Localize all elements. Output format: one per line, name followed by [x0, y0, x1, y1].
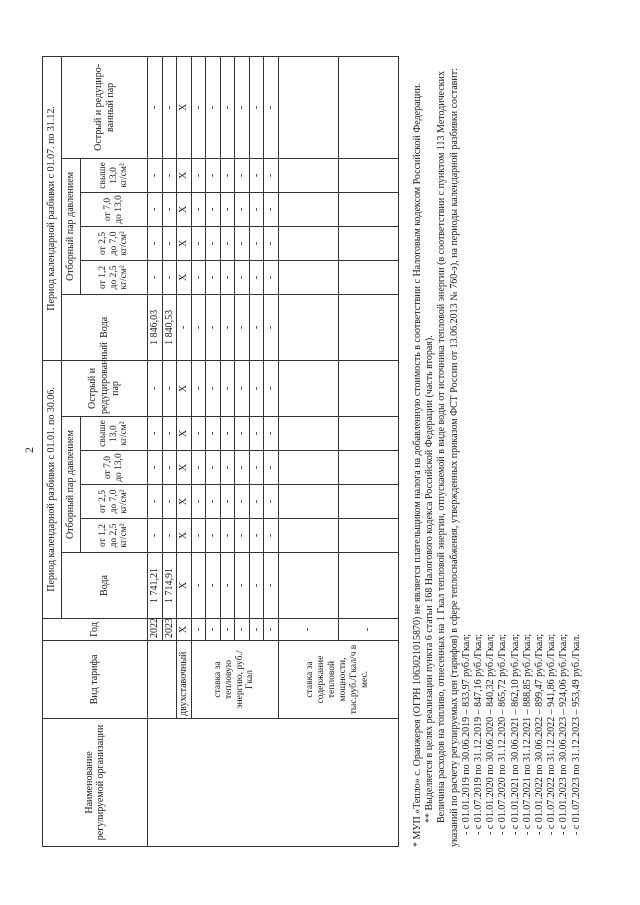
- table-cell: -: [206, 56, 221, 158]
- table-cell: -: [220, 553, 235, 619]
- energy-rate-label: ставка за тепловую энергию, руб./Гкал: [191, 641, 278, 719]
- table-cell: -: [162, 360, 177, 416]
- table-cell: -: [220, 294, 235, 360]
- table-cell: [338, 226, 398, 260]
- table-cell: X: [177, 485, 192, 519]
- table-cell: [338, 519, 398, 553]
- table-cell: -: [148, 519, 163, 553]
- table-cell: [338, 56, 398, 158]
- table-cell: -: [206, 294, 221, 360]
- table-cell: -: [191, 294, 206, 360]
- table-cell: -: [206, 553, 221, 619]
- table-cell: -: [249, 360, 264, 416]
- steam-pressure-header-1: Отборный пар давлением: [62, 417, 81, 553]
- table-cell: X: [177, 56, 192, 158]
- table-cell: -: [220, 360, 235, 416]
- table-cell: -: [264, 451, 279, 485]
- period2-header: Период календарной разбивки с 01.07. по 31.12.: [43, 56, 62, 360]
- table-cell: -: [206, 158, 221, 192]
- table-cell: [338, 260, 398, 294]
- steam-sub-1d: свыше 13,0 кг/см²: [81, 417, 148, 451]
- table-cell: [278, 519, 338, 553]
- table-cell: -: [206, 260, 221, 294]
- table-cell: -: [220, 260, 235, 294]
- org-cell: [148, 719, 399, 847]
- table-cell: -: [206, 519, 221, 553]
- table-cell: X: [177, 417, 192, 451]
- table-cell: -: [264, 260, 279, 294]
- table-cell: -: [148, 417, 163, 451]
- table-cell: -: [220, 451, 235, 485]
- table-cell: [338, 294, 398, 360]
- table-cell: -: [264, 619, 279, 641]
- table-cell: -: [235, 56, 250, 158]
- table-cell: [278, 158, 338, 192]
- table-cell: -: [235, 417, 250, 451]
- table-cell: [278, 260, 338, 294]
- sharp-steam-header-1: Острый и редуцированный пар: [62, 360, 148, 416]
- list-item: - с 01.07.2023 по 31.12.2023 – 953,49 руб./Гкал.: [570, 634, 582, 835]
- list-item: - с 01.07.2020 по 31.12.2020 – 865,72 руб./Гкал;: [497, 633, 509, 835]
- table-cell: -: [235, 260, 250, 294]
- table-cell: [338, 485, 398, 519]
- capacity-year-2: -: [338, 619, 398, 641]
- tariff-table: [42, 56, 399, 847]
- table-cell: -: [220, 485, 235, 519]
- tariff-type-header: Вид тарифа: [43, 641, 148, 719]
- table-cell: -: [220, 192, 235, 226]
- list-item: - с 01.01.2020 по 30.06.2020 – 840,32 руб./Гкал;: [485, 633, 497, 835]
- tariff-cell-blank: [148, 641, 177, 719]
- steam-sub-2d: свыше 13,0 кг/см²: [81, 158, 148, 192]
- table-cell: -: [220, 158, 235, 192]
- table-cell: [338, 417, 398, 451]
- table-cell: -: [235, 553, 250, 619]
- table-cell: -: [162, 192, 177, 226]
- table-cell: -: [235, 226, 250, 260]
- table-cell: -: [264, 519, 279, 553]
- table-cell: -: [235, 294, 250, 360]
- org-header: Наименование регулируемой организации: [43, 719, 148, 847]
- table-cell: -: [264, 56, 279, 158]
- steam-sub-2c: от 7,0 до 13,0: [81, 192, 148, 226]
- table-cell: -: [162, 417, 177, 451]
- table-cell: -: [249, 294, 264, 360]
- table-cell: -: [191, 619, 206, 641]
- table-cell: -: [264, 158, 279, 192]
- table-cell: 1 714,91: [162, 553, 177, 619]
- table-cell: -: [235, 158, 250, 192]
- table-cell: -: [235, 485, 250, 519]
- table-cell: -: [249, 192, 264, 226]
- table-cell: -: [162, 519, 177, 553]
- sharp-steam-header-2: Острый и редуциро-ванный пар: [62, 56, 148, 158]
- table-cell: 2023: [162, 619, 177, 641]
- table-cell: -: [148, 451, 163, 485]
- year-header: Год: [43, 619, 148, 641]
- period1-header: Период календарной разбивки с 01.01. по 30.06.: [43, 360, 62, 618]
- table-cell: -: [249, 619, 264, 641]
- list-item: - с 01.01.2023 по 30.06.2023 – 924,06 руб./Гкал;: [558, 633, 570, 835]
- table-cell: -: [162, 56, 177, 158]
- table-cell: -: [264, 294, 279, 360]
- table-cell: -: [249, 158, 264, 192]
- footnote-2: ** Выделяется в целях реализации пункта 6 статьи 168 Налогового кодекса Российской Федерации (часть вторая).: [424, 335, 436, 823]
- table-cell: -: [148, 158, 163, 192]
- table-cell: -: [264, 226, 279, 260]
- table-cell: -: [235, 192, 250, 226]
- table-cell: -: [264, 553, 279, 619]
- table-cell: -: [235, 519, 250, 553]
- table-cell: -: [191, 158, 206, 192]
- table-cell: -: [206, 619, 221, 641]
- table-cell: -: [191, 417, 206, 451]
- table-cell: -: [249, 485, 264, 519]
- table-cell: 1 741,21: [148, 553, 163, 619]
- table-cell: X: [177, 519, 192, 553]
- table-cell: -: [220, 56, 235, 158]
- table-cell: 2022: [148, 619, 163, 641]
- steam-sub-1c: от 7,0 до 13,0: [81, 451, 148, 485]
- footnotes: [412, 47, 583, 847]
- rotated-page: [20, 20, 620, 880]
- table-cell: -: [191, 485, 206, 519]
- table-cell: -: [264, 192, 279, 226]
- table-cell: X: [177, 360, 192, 416]
- table-cell: -: [220, 619, 235, 641]
- steam-pressure-header-2: Отборный пар давлением: [62, 158, 81, 294]
- table-cell: X: [177, 192, 192, 226]
- table-cell: -: [249, 260, 264, 294]
- steam-sub-1a: от 1,2 до 2,5 кг/см²: [81, 519, 148, 553]
- fuel-cost-paragraph: Величина расходов на топливо, отнесенных на 1 Гкал тепловой энергии, отпускаемой в виде воды от источника тепловой энергии (в соответствии с пунктом 113 Методических указаний по расчету регулируемых цен (тарифов) в сфере теплоснабжения, утвержденных приказом ФСТ России от 13.06.2013 № 760-э), на периоды календарной разбивки составит:: [436, 68, 460, 847]
- table-cell: [278, 417, 338, 451]
- table-cell: [338, 553, 398, 619]
- list-item: - с 01.07.2021 по 31.12.2021 – 888,85 руб./Гкал;: [521, 633, 533, 835]
- period-list: [461, 47, 583, 847]
- table-cell: X: [177, 158, 192, 192]
- table-cell: -: [206, 451, 221, 485]
- table-cell: -: [191, 360, 206, 416]
- table-cell: [278, 56, 338, 158]
- table-cell: [278, 553, 338, 619]
- table-cell: -: [148, 226, 163, 260]
- table-cell: X: [177, 553, 192, 619]
- table-cell: -: [264, 485, 279, 519]
- table-cell: [278, 294, 338, 360]
- table-cell: [278, 226, 338, 260]
- footnote-1: * МУП «Тепло» с. Оранжерея (ОГРН 1063021015870) не является плательщиком налога на добавленную стоимость в соответствии с Налоговым кодексом Российской Федерации.: [412, 82, 423, 847]
- capacity-year-1: -: [278, 619, 338, 641]
- table-cell: X: [177, 226, 192, 260]
- table-cell: [338, 451, 398, 485]
- table-cell: [278, 451, 338, 485]
- table-cell: [338, 158, 398, 192]
- two-part-label: двухставочный: [177, 641, 192, 719]
- table-cell: -: [148, 260, 163, 294]
- table-cell: -: [191, 226, 206, 260]
- water-header-2: Вода: [62, 294, 148, 360]
- table-cell: [338, 192, 398, 226]
- table-cell: [338, 360, 398, 416]
- table-cell: -: [206, 226, 221, 260]
- steam-sub-2a: от 1,2 до 2,5 кг/см²: [81, 260, 148, 294]
- table-row: [148, 56, 163, 846]
- list-item: - с 01.07.2022 по 31.12.2022 – 941,86 руб./Гкал;: [546, 633, 558, 835]
- table-cell: -: [177, 294, 192, 360]
- table-cell: -: [264, 360, 279, 416]
- table-cell: -: [206, 360, 221, 416]
- list-item: - с 01.07.2019 по 31.12.2019 – 847,16 руб./Гкал;: [473, 633, 485, 835]
- table-cell: -: [148, 360, 163, 416]
- table-cell: -: [206, 485, 221, 519]
- table-cell: -: [191, 260, 206, 294]
- table-cell: -: [220, 519, 235, 553]
- table-cell: -: [191, 192, 206, 226]
- table-cell: -: [249, 553, 264, 619]
- table-cell: -: [162, 158, 177, 192]
- table-cell: [278, 192, 338, 226]
- table-cell: -: [249, 519, 264, 553]
- table-cell: X: [177, 451, 192, 485]
- table-cell: -: [162, 226, 177, 260]
- table-cell: [278, 360, 338, 416]
- table-cell: -: [249, 56, 264, 158]
- page-number: 2: [22, 447, 36, 453]
- table-cell: -: [162, 485, 177, 519]
- table-cell: -: [206, 192, 221, 226]
- table-cell: [278, 485, 338, 519]
- table-cell: -: [235, 451, 250, 485]
- table-cell: -: [162, 451, 177, 485]
- water-header-1: Вода: [62, 553, 148, 619]
- table-cell: -: [148, 192, 163, 226]
- table-cell: -: [191, 451, 206, 485]
- table-cell: X: [177, 260, 192, 294]
- table-cell: -: [249, 226, 264, 260]
- steam-sub-2b: от 2,5 до 7,0 кг/см²: [81, 226, 148, 260]
- table-cell: -: [148, 485, 163, 519]
- table-cell: 1 846,03: [148, 294, 163, 360]
- table-cell: -: [249, 451, 264, 485]
- list-item: - с 01.01.2019 по 30.06.2019 – 833,97 руб./Гкал;: [460, 633, 472, 835]
- steam-sub-1b: от 2,5 до 7,0 кг/см²: [81, 485, 148, 519]
- table-cell: -: [235, 619, 250, 641]
- table-cell: X: [177, 619, 192, 641]
- table-cell: -: [235, 360, 250, 416]
- table-cell: -: [191, 519, 206, 553]
- table-cell: -: [191, 56, 206, 158]
- list-item: - с 01.01.2021 по 30.06.2021 – 862,10 руб./Гкал;: [509, 633, 521, 835]
- table-cell: -: [191, 553, 206, 619]
- table-cell: -: [220, 417, 235, 451]
- table-cell: -: [162, 260, 177, 294]
- capacity-rate-label: ставка за содержание тепловой мощности, тыс.руб./Гкал/ч в мес.: [278, 641, 398, 719]
- table-cell: 1 840,53: [162, 294, 177, 360]
- table-cell: -: [148, 56, 163, 158]
- table-cell: -: [220, 226, 235, 260]
- table-cell: -: [249, 417, 264, 451]
- table-cell: -: [264, 417, 279, 451]
- list-item: - с 01.01.2022 по 30.06.2022 – 899,47 руб./Гкал;: [534, 633, 546, 835]
- table-cell: -: [206, 417, 221, 451]
